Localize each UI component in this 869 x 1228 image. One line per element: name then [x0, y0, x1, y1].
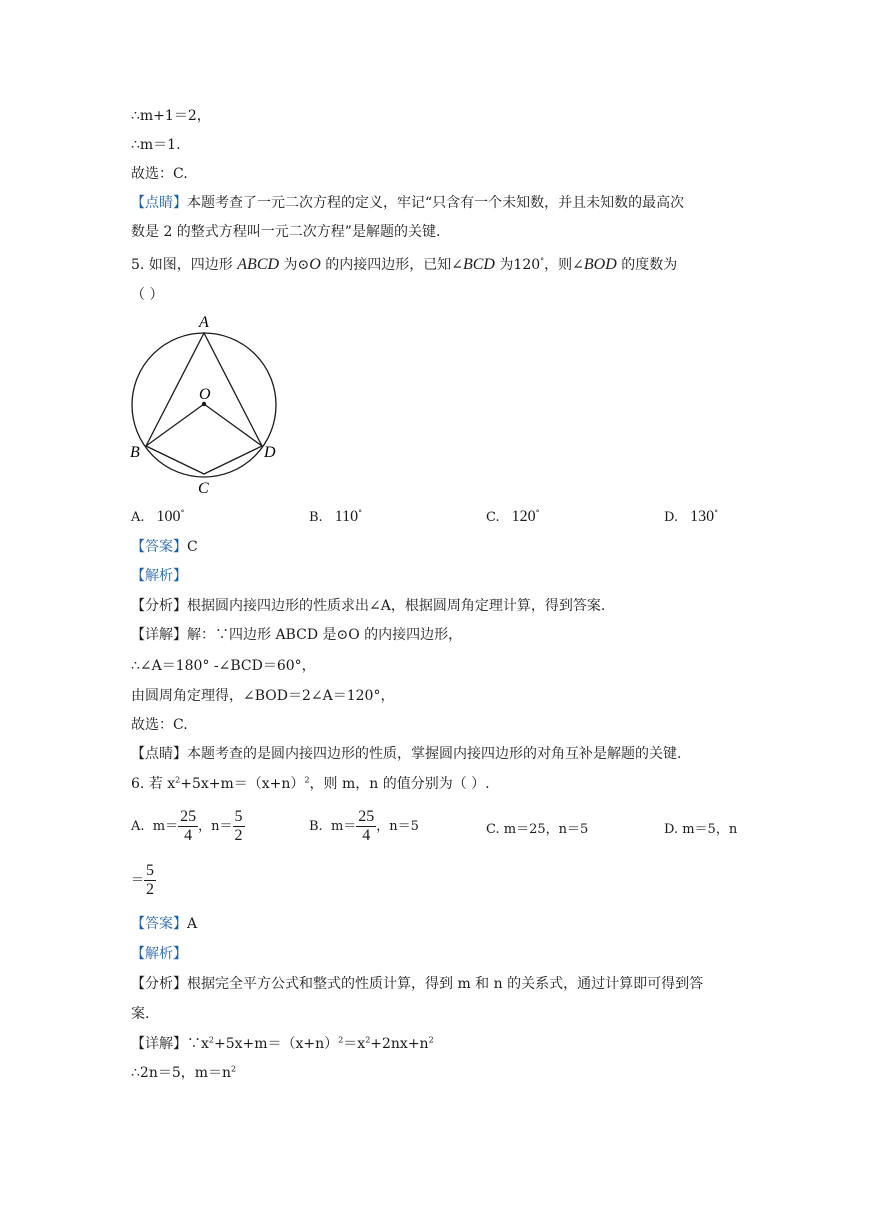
q5-option-a: A. 100° [131, 508, 185, 525]
q6-option-d: D. m＝5，n [664, 822, 738, 837]
q6-answer: 【答案】A [131, 916, 198, 932]
q5-option-d: D. 130° [664, 508, 719, 525]
q6-jiexi: 【解析】 [131, 946, 187, 962]
q5-option-c: C. 120° [486, 508, 540, 525]
line-dianjing-q4: 【点睛】本题考查了一元二次方程的定义，牢记“只含有一个未知数，并且未知数的最高次 [131, 195, 685, 211]
label-a: A [199, 314, 209, 331]
q5-choose: 故选：C. [131, 717, 188, 733]
q5-xiangjie: 【详解】解：∵四边形 ABCD 是⊙O 的内接四边形， [131, 627, 463, 643]
q6-option-d-cont: ＝ $\frac{5}{2}$ [131, 862, 155, 898]
circle-quadrilateral-figure [124, 310, 284, 500]
q5-fenxi: 【分析】根据圆内接四边形的性质求出∠A，根据圆周角定理计算，得到答案. [131, 598, 606, 614]
q5-paren: （ ） [131, 287, 164, 303]
q6-option-b: B. m＝ $\frac{25}{4}$ ，n＝5 [309, 808, 419, 844]
label-o: O [199, 386, 211, 403]
q5-dianjing: 【点睛】本题考查的是圆内接四边形的性质，掌握圆内接四边形的对角互补是解题的关键. [131, 746, 682, 762]
q5-jiexi: 【解析】 [131, 568, 187, 584]
q6-last-line: ∴2n＝5，$m=n^2$ [131, 1064, 237, 1081]
q6-stem: 6. 若 $x^2+5x+m=(x+n)^2$，则 m，n 的值分别为（ ）. [131, 775, 490, 792]
dianjing-tag: 【点睛】 [131, 195, 187, 211]
label-d: D [264, 444, 276, 461]
q6-option-c: C. m＝25，n＝5 [486, 822, 589, 837]
q6-option-a: A. m＝ $\frac{25}{4}$ ，n＝ $\frac{5}{2}$ [131, 808, 243, 844]
q5-stem: 5. 如图，四边形 ABCD 为⊙O 的内接四边形，已知∠BCD 为120°，则∠BOD 的度数为 [131, 256, 678, 273]
line-m-plus-1: ∴m+1＝2， [131, 108, 211, 124]
label-c: C [198, 480, 209, 497]
q5-step1: ∴∠A＝180° -∠BCD＝60°， [131, 658, 316, 674]
q5-option-b: B. 110° [309, 508, 363, 525]
q5-step2: 由圆周角定理得，∠BOD＝2∠A＝120°， [131, 688, 395, 704]
q5-answer: 【答案】C [131, 539, 198, 555]
line-dianjing-q4-cont: 数是 2 的整式方程叫一元二次方程”是解题的关键. [131, 224, 441, 240]
line-m-equals-1: ∴m＝1. [131, 137, 181, 153]
line-choose-c: 故选：C. [131, 166, 188, 182]
q6-xiangjie: 【详解】$\because x^2+5x+m=(x+n)^2=x^2+2nx+n^2$ [131, 1035, 434, 1052]
label-b: B [130, 444, 140, 461]
radii-ob-od [146, 404, 262, 446]
q6-fenxi-cont: 案. [131, 1006, 150, 1022]
q6-fenxi: 【分析】根据完全平方公式和整式的性质计算，得到 m 和 n 的关系式，通过计算即可得到答 [131, 976, 704, 992]
